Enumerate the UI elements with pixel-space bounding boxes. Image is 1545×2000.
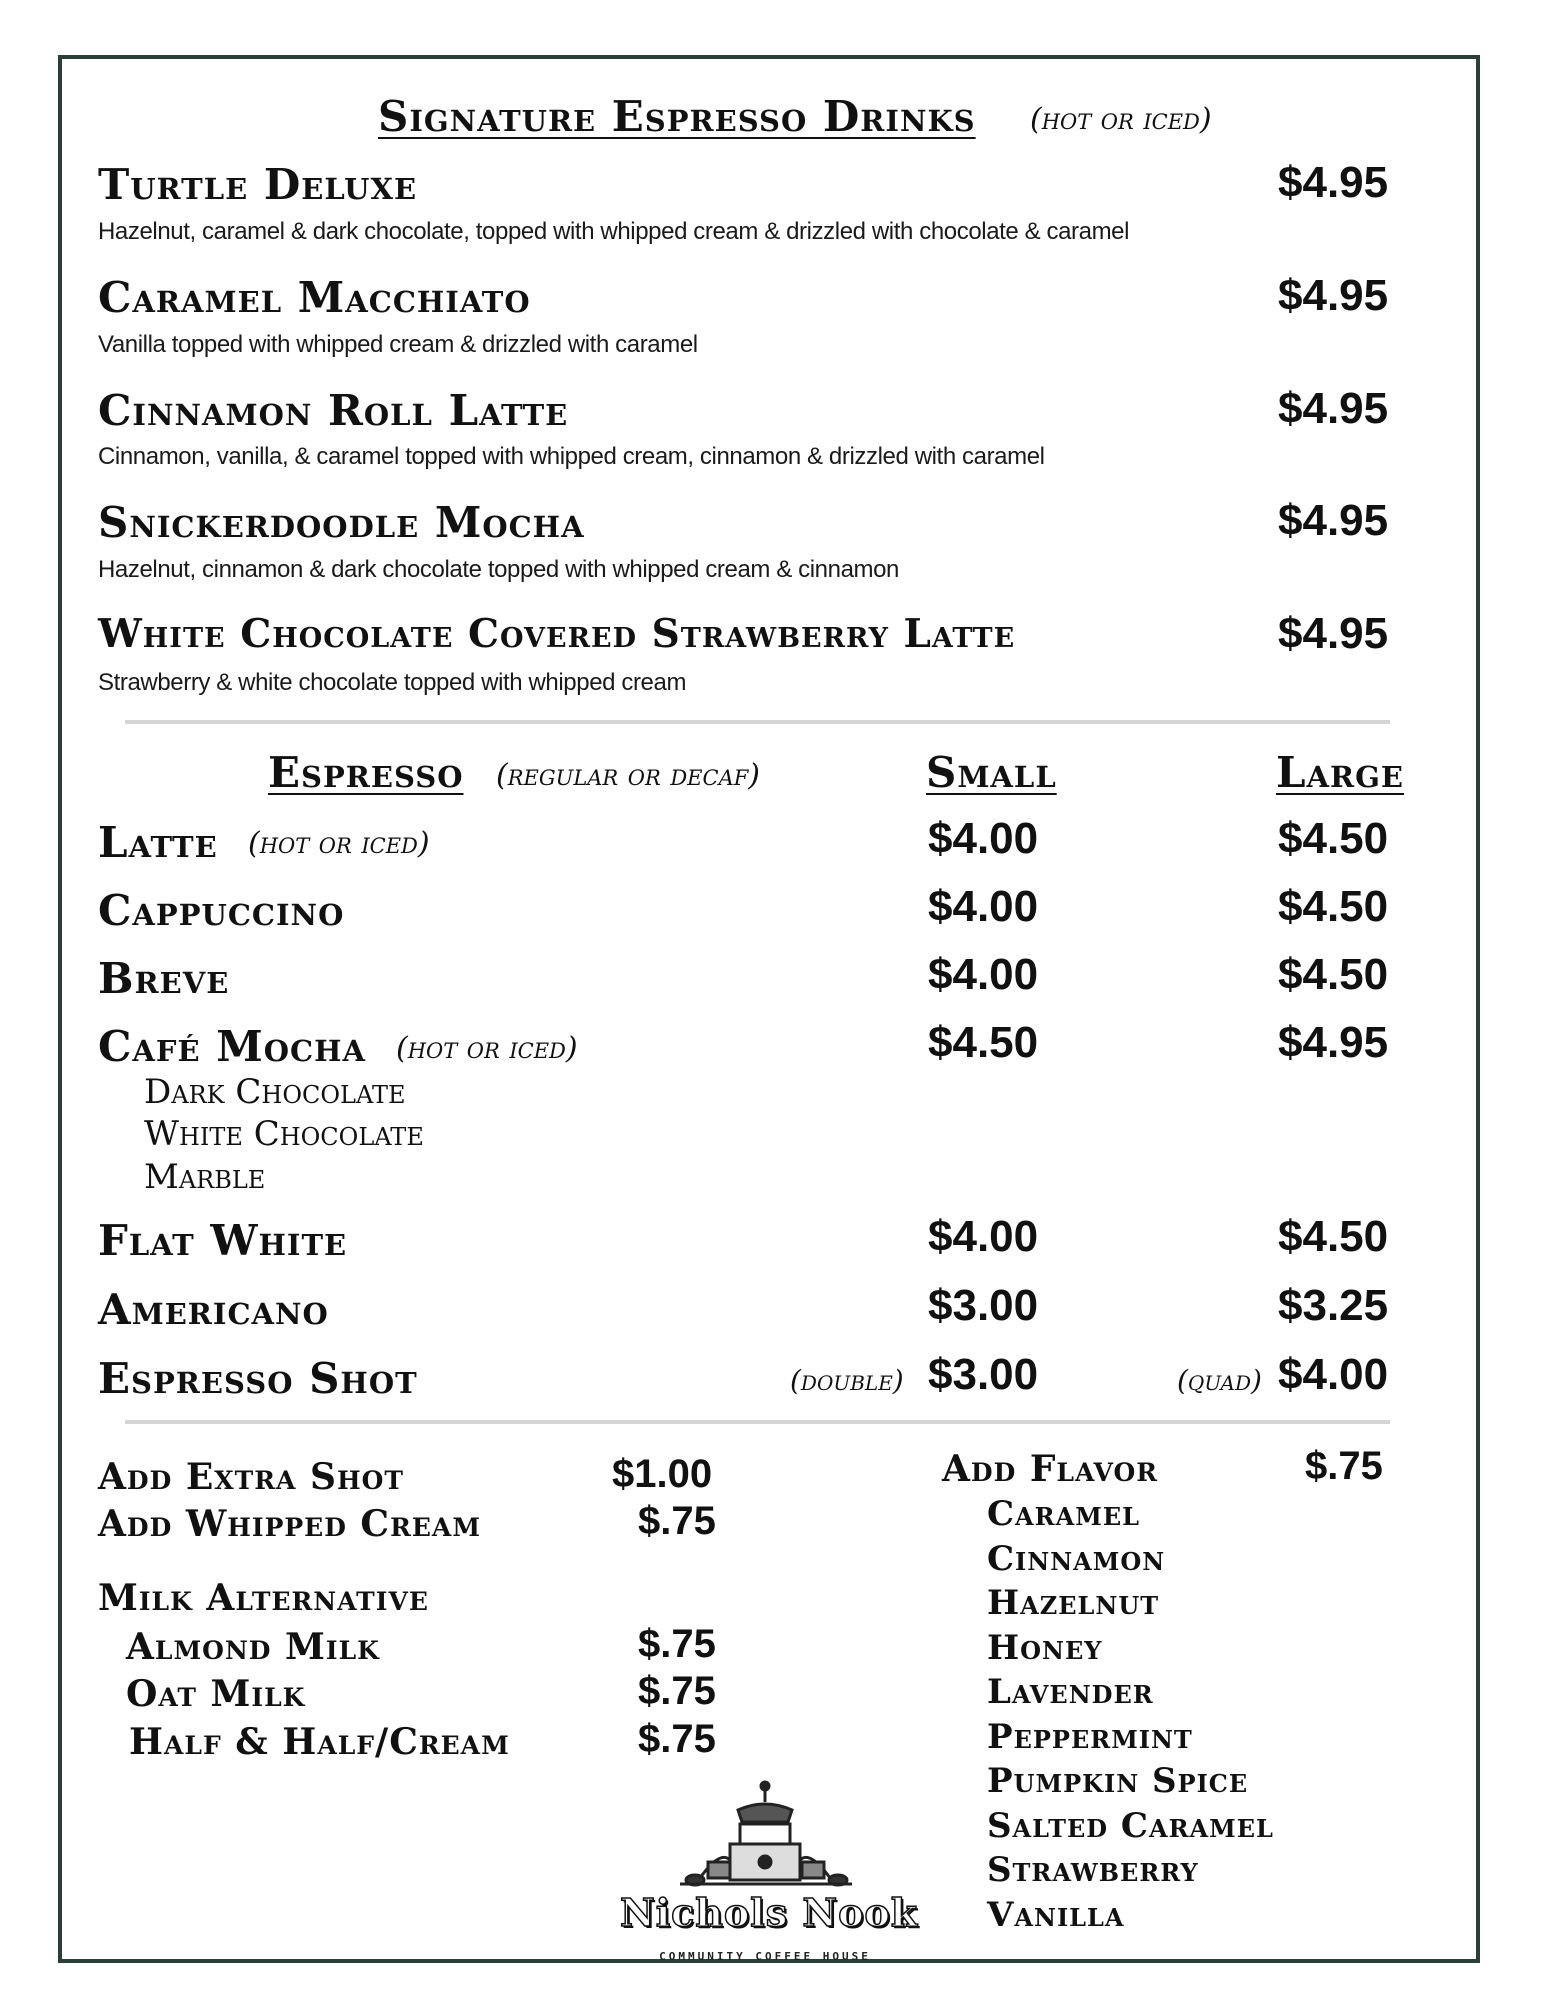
logo-name xyxy=(620,1890,919,1935)
mocha-option: White Chocolate xyxy=(144,1114,424,1154)
small-price: $4.00 xyxy=(928,950,1039,999)
mocha-option: Dark Chocolate xyxy=(144,1072,406,1112)
addon-label: Add Extra Shot xyxy=(98,1456,404,1498)
item-name: Flat White xyxy=(98,1216,348,1265)
flavor-item: Vanilla xyxy=(987,1895,1125,1935)
large-qualifier: (quad) xyxy=(1177,1364,1262,1397)
large-price: $4.50 xyxy=(1278,950,1389,999)
flavor-item: Hazelnut xyxy=(987,1583,1160,1623)
small-price: $3.00 xyxy=(928,1281,1039,1330)
item-name: Turtle Deluxe xyxy=(98,160,418,209)
milk-label: Almond Milk xyxy=(126,1626,380,1668)
item-name: Latte xyxy=(98,818,218,867)
milk-label: Half & Half/Cream xyxy=(129,1721,510,1763)
flavor-item: Lavender xyxy=(987,1672,1154,1712)
milk-price: $.75 xyxy=(638,1717,716,1761)
item-description: Hazelnut, caramel & dark chocolate, topped with whipped cream & drizzled with chocolate & caramel xyxy=(98,218,1130,245)
flavor-item: Caramel xyxy=(987,1494,1140,1534)
large-price: $4.50 xyxy=(1278,1212,1389,1261)
logo-name-text: Nichols Nook xyxy=(620,1890,919,1935)
item-description: Vanilla topped with whipped cream & drizzled with caramel xyxy=(98,331,698,358)
milk-price: $.75 xyxy=(638,1669,716,1713)
espresso-note: (regular or decaf) xyxy=(496,758,761,793)
milk-label: Oat Milk xyxy=(126,1673,306,1715)
mocha-option: Marble xyxy=(144,1157,266,1197)
item-name: White Chocolate Covered Strawberry Latte xyxy=(98,611,1016,657)
flavor-price: $.75 xyxy=(1305,1444,1383,1488)
item-price: $4.95 xyxy=(1278,158,1389,207)
coffee-grinder-icon xyxy=(620,1780,910,1890)
large-price: $3.25 xyxy=(1278,1281,1389,1330)
logo-tagline: COMMUNITY COFFEE HOUSE xyxy=(659,1950,871,1963)
flavor-item: Pumpkin Spice xyxy=(987,1761,1249,1801)
small-price: $4.00 xyxy=(928,1212,1039,1261)
item-name: Cinnamon Roll Latte xyxy=(98,386,569,435)
flavor-item: Salted Caramel xyxy=(987,1806,1274,1846)
item-description: Strawberry & white chocolate topped with whipped cream xyxy=(98,669,687,696)
small-price: $4.00 xyxy=(928,882,1039,931)
item-name: Espresso Shot xyxy=(98,1354,418,1403)
large-price: $4.50 xyxy=(1278,882,1389,931)
large-price: $4.50 xyxy=(1278,814,1389,863)
small-qualifier: (double) xyxy=(790,1364,904,1397)
item-name: Cappuccino xyxy=(98,886,345,935)
section-divider xyxy=(125,1420,1390,1424)
item-name: Breve xyxy=(98,954,230,1003)
item-name: Café Mocha xyxy=(98,1022,366,1071)
item-price: $4.95 xyxy=(1278,384,1389,433)
small-price: $4.00 xyxy=(928,814,1039,863)
item-price: $4.95 xyxy=(1278,271,1389,320)
item-name: Caramel Macchiato xyxy=(98,273,531,322)
signature-heading: Signature Espresso Drinks xyxy=(378,92,976,141)
item-price: $4.95 xyxy=(1278,496,1389,545)
item-description: Hazelnut, cinnamon & dark chocolate topped with whipped cream & cinnamon xyxy=(98,556,900,583)
section-divider xyxy=(125,720,1390,724)
addon-price: $1.00 xyxy=(612,1452,713,1496)
logo xyxy=(620,1780,919,1980)
large-price: $4.95 xyxy=(1278,1018,1389,1067)
item-note: (hot or iced) xyxy=(396,1031,578,1066)
small-price: $3.00 xyxy=(928,1350,1039,1399)
espresso-heading: Espresso xyxy=(268,748,464,797)
item-price: $4.95 xyxy=(1278,609,1389,658)
item-name: Snickerdoodle Mocha xyxy=(98,498,585,547)
addon-label: Add Whipped Cream xyxy=(98,1503,481,1545)
addon-price: $.75 xyxy=(638,1499,716,1543)
milk-price: $.75 xyxy=(638,1622,716,1666)
flavor-item: Cinnamon xyxy=(987,1539,1166,1579)
milk-heading: Milk Alternative xyxy=(98,1577,429,1619)
signature-note: (hot or iced) xyxy=(1030,102,1212,137)
item-description: Cinnamon, vanilla, & caramel topped with whipped cream, cinnamon & drizzled with caramel xyxy=(98,443,1045,470)
small-price: $4.50 xyxy=(928,1018,1039,1067)
flavor-heading: Add Flavor xyxy=(942,1448,1159,1490)
column-small-header: Small xyxy=(926,748,1057,797)
item-name: Americano xyxy=(98,1285,329,1334)
item-note: (hot or iced) xyxy=(248,826,430,861)
column-large-header: Large xyxy=(1276,748,1405,797)
flavor-item: Peppermint xyxy=(987,1717,1193,1757)
flavor-item: Strawberry xyxy=(987,1850,1199,1890)
flavor-item: Honey xyxy=(987,1628,1103,1668)
large-price: $4.00 xyxy=(1278,1350,1389,1399)
